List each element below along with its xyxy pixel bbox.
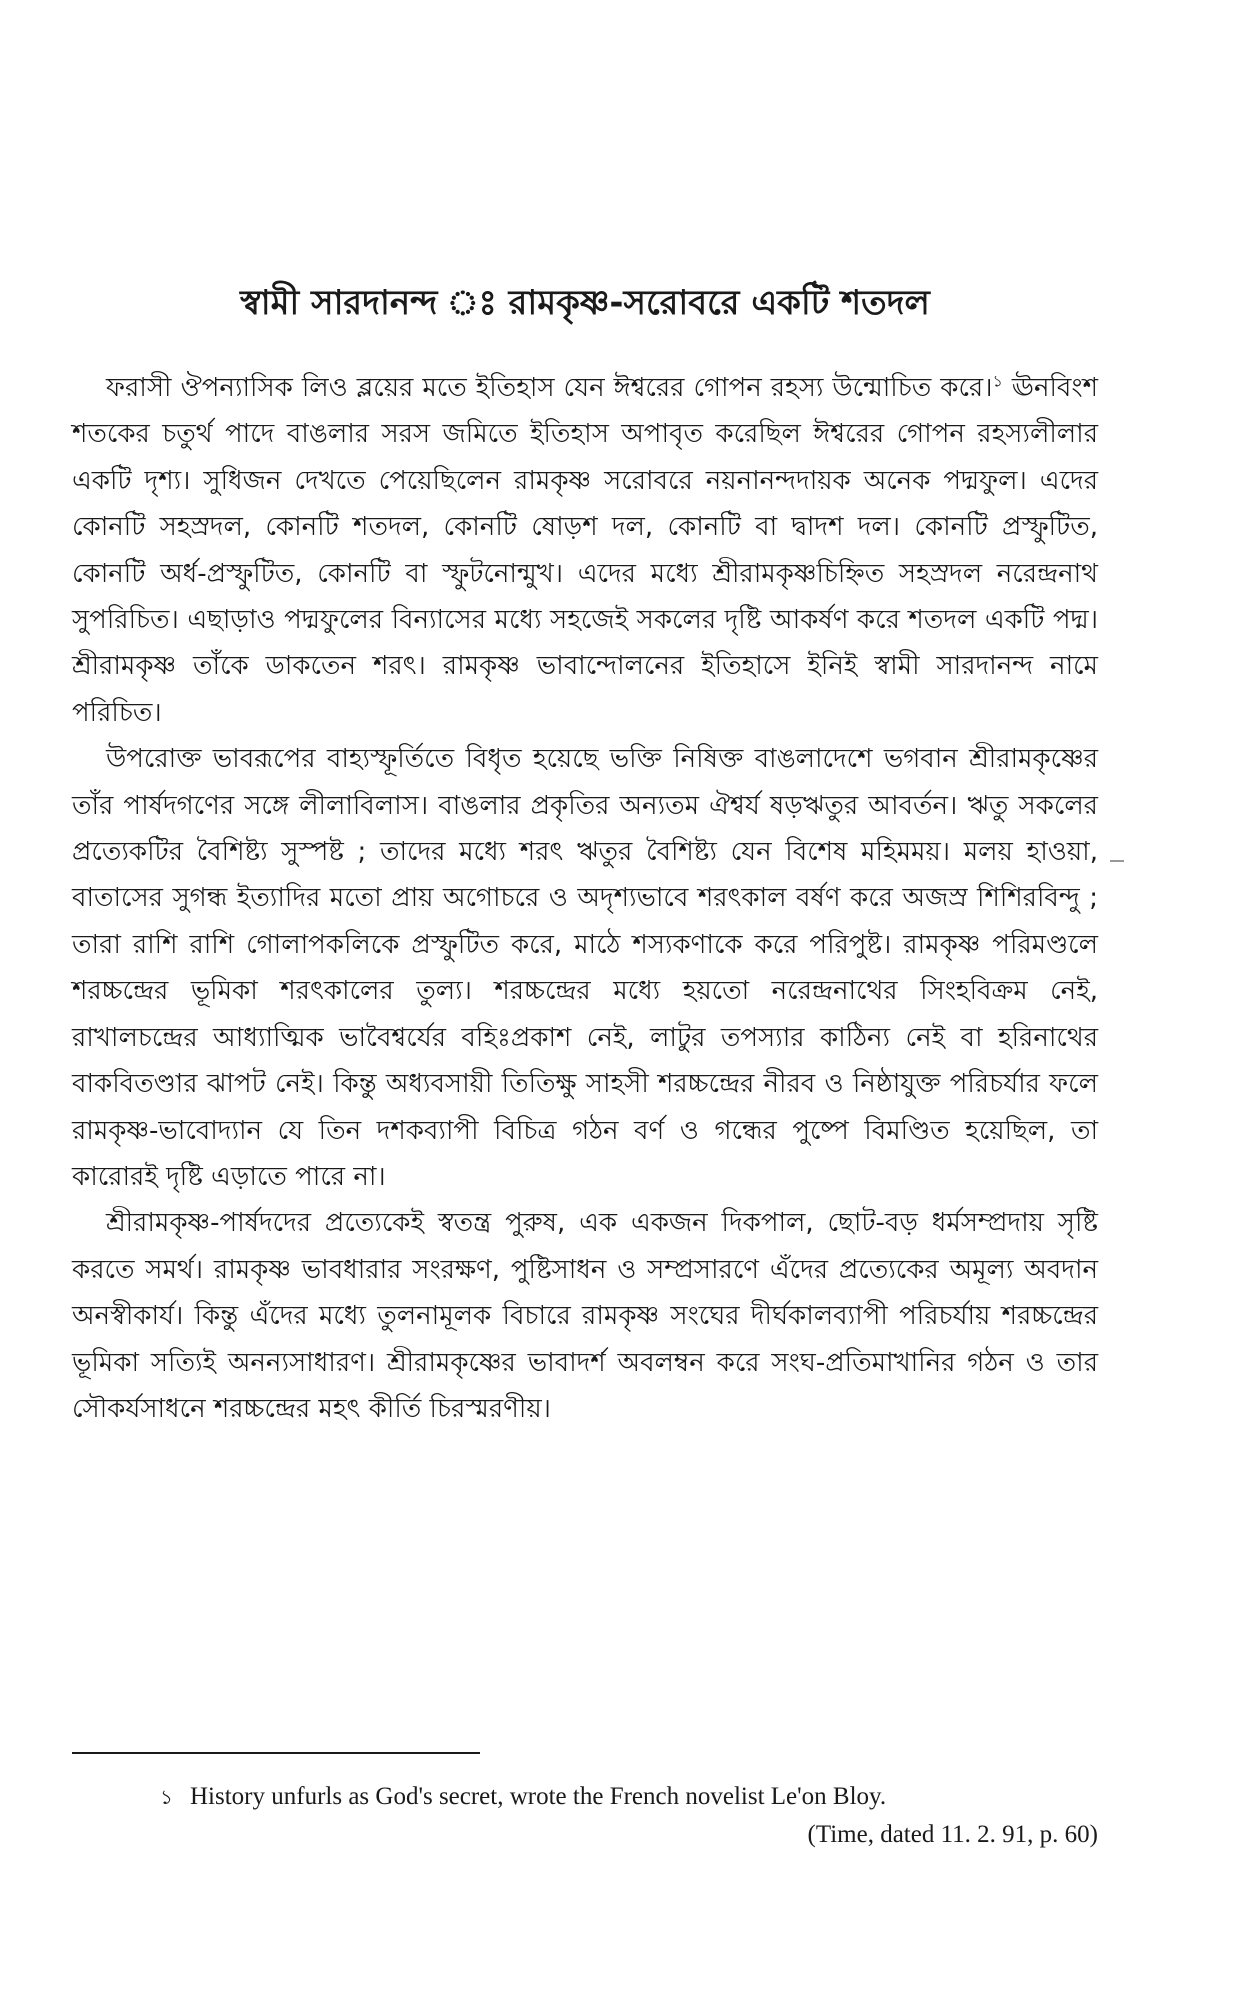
footnote-line-1 xyxy=(160,1778,1098,1816)
paragraph-1 xyxy=(72,365,1098,736)
footnote-mark: ১ xyxy=(160,1785,173,1809)
footnote-reference-mark: ১ xyxy=(992,371,1003,391)
footnote xyxy=(160,1778,1098,1854)
footnote-separator xyxy=(72,1752,480,1754)
paragraph-3: শ্রীরামকৃষ্ণ-পার্ষদদের প্রত্যেকেই স্বতন্ত্র পুরুষ, এক একজন দিকপাল, ছোট-বড় ধর্মসম্প্রদায় সৃষ্টি করতে সমর্থ। রামকৃষ্ণ ভাবধারার সংরক্ষণ, পুষ্টিসাধন ও সম্প্রসারণে এঁদের প্রত্যেকের অমূল্য অবদান অনস্বীকার্য। কিন্তু এঁদের মধ্যে তুলনামূলক বিচারে রামকৃষ্ণ সংঘের দীর্ঘকালব্যাপী পরিচর্যায় শরচ্চন্দ্রের ভূমিকা সত্যিই অনন্যসাধারণ। শ্রীরামকৃষ্ণের ভাবাদর্শ অবলম্বন করে সংঘ-প্রতিমাখানির গঠন ও তার সৌকর্যসাধনে শরচ্চন্দ্রের মহৎ কীর্তি চিরস্মরণীয়। xyxy=(72,1208,1098,1424)
margin-mark xyxy=(1110,860,1124,862)
paragraph-2: উপরোক্ত ভাবরূপের বাহ্যস্ফূর্তিতে বিধৃত হয়েছে ভক্তি নিষিক্ত বাঙলাদেশে ভগবান শ্রীরামকৃষ্ণের তাঁর পার্ষদগণের সঙ্গে লীলাবিলাস। বাঙলার প্রকৃতির অন্যতম ঐশ্বর্য ষড়ঋতুর আবর্তন। ঋতু সকলের প্রত্যেকটির বৈশিষ্ট্য সুস্পষ্ট ; তাদের মধ্যে শরৎ ঋতুর বৈশিষ্ট্য যেন বিশেষ মহিমময়। মলয় হাওয়া, বাতাসের সুগন্ধ ইত্যাদির মতো প্রায় অগোচরে ও অদৃশ্যভাবে শরৎকাল বর্ষণ করে অজস্র শিশিরবিন্দু ; তারা রাশি রাশি গোলাপকলিকে প্রস্ফুটিত করে, মাঠে শস্যকণাকে করে পরিপুষ্ট। রামকৃষ্ণ পরিমণ্ডলে শরচ্চন্দ্রের ভূমিকা শরৎকালের তুল্য। শরচ্চন্দ্রের মধ্যে হয়তো নরেন্দ্রনাথের সিংহবিক্রম নেই, রাখালচন্দ্রের আধ্যাত্মিক ভাবৈশ্বর্যের বহিঃপ্রকাশ নেই, লাটুর তপস্যার কাঠিন্য নেই বা হরিনাথের বাকবিতণ্ডার ঝাপট নেই। কিন্তু অধ্যবসায়ী তিতিক্ষু সাহসী শরচ্চন্দ্রের নীরব ও নিষ্ঠাযুক্ত পরিচর্যার ফলে রামকৃষ্ণ-ভাবোদ্যান যে তিন দশকব্যাপী বিচিত্র গঠন বর্ণ ও গন্ধের পুষ্পে বিমণ্ডিত হয়েছিল, তা কারোরই দৃষ্টি এড়াতে পারে না। xyxy=(72,744,1098,1192)
footnote-citation: (Time, dated 11. 2. 91, p. 60) xyxy=(807,1821,1098,1848)
body-text xyxy=(72,365,1098,1432)
chapter-title: স্বামী সারদানন্দ ঃ রামকৃষ্ণ-সরোবরে একটি শতদল xyxy=(240,282,930,323)
paragraph-1-text-a: ফরাসী ঔপন্যাসিক লিও ব্লয়ের মতে ইতিহাস যেন ঈশ্বরের গোপন রহস্য উন্মোচিত করে। xyxy=(106,373,993,403)
paragraph-1-text-b: ঊনবিংশ শতকের চতুর্থ পাদে বাঙলার সরস জমিতে ইতিহাস অপাবৃত করেছিল ঈশ্বরের গোপন রহস্যলীলার একটি দৃশ্য। সুধিজন দেখতে পেয়েছিলেন রামকৃষ্ণ সরোবরে নয়নানন্দদায়ক অনেক পদ্মফুল। এদের কোনটি সহস্রদল, কোনটি শতদল, কোনটি ষোড়শ দল, কোনটি বা দ্বাদশ দল। কোনটি প্রস্ফুটিত, কোনটি অর্ধ-প্রস্ফুটিত, কোনটি বা স্ফুটনোন্মুখ। এদের মধ্যে শ্রীরামকৃষ্ণচিহ্নিত সহস্রদল নরেন্দ্রনাথ সুপরিচিত। এছাড়াও পদ্মফুলের বিন্যাসের মধ্যে সহজেই সকলের দৃষ্টি আকর্ষণ করে শতদল একটি পদ্ম। শ্রীরামকৃষ্ণ তাঁকে ডাকতেন শরৎ। রামকৃষ্ণ ভাবান্দোলনের ইতিহাসে ইনিই স্বামী সারদানন্দ নামে পরিচিত। xyxy=(72,373,1098,728)
book-page xyxy=(72,0,1098,2016)
footnote-text: History unfurls as God's secret, wrote the French novelist Le'on Bloy. xyxy=(190,1783,887,1810)
